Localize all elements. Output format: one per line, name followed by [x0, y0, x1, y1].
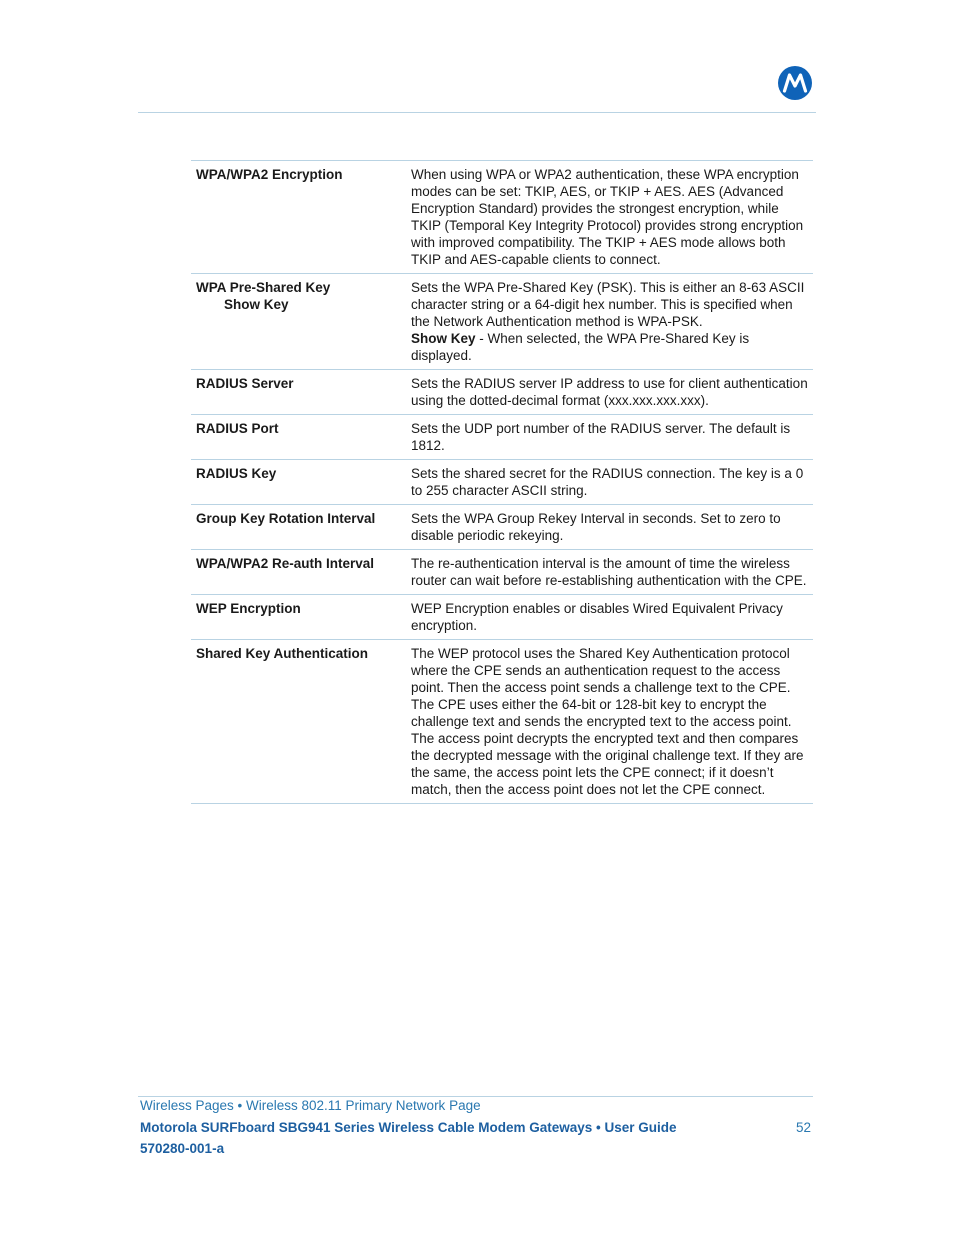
- parameter-subname: Show Key: [224, 297, 289, 312]
- table-row: [191, 550, 813, 595]
- parameter-description: The re-authentication interval is the amount of time the wireless router can wait before re-establishing authentication with the CPE.: [411, 556, 807, 588]
- parameter-description: [411, 645, 813, 798]
- parameter-name: Group Key Rotation Interval: [196, 511, 376, 526]
- description-paragraph: [411, 330, 809, 364]
- table-row: [191, 370, 813, 415]
- parameter-name: WPA/WPA2 Re-auth Interval: [196, 556, 375, 571]
- parameter-name: RADIUS Key: [196, 466, 277, 481]
- parameter-description: Sets the WPA Group Rekey Interval in seconds. Set to zero to disable periodic rekeying.: [411, 511, 781, 543]
- description-paragraph: The CPE uses either the 64-bit or 128-bit key to encrypt the challenge text and sends the encrypted text to the access point. The access point decrypts the encrypted text and then compares the decrypted message with the original challenge text. If they are the same, the access point lets the CPE connect; if it doesn’t match, then the access point does not let the CPE connect.: [411, 697, 804, 797]
- parameter-description: [411, 279, 813, 364]
- parameter-name: RADIUS Port: [196, 421, 279, 436]
- parameter-description: Sets the UDP port number of the RADIUS server. The default is 1812.: [411, 421, 791, 453]
- motorola-logo-icon: [778, 66, 812, 100]
- parameter-description: Sets the shared secret for the RADIUS connection. The key is a 0 to 255 character ASCII string.: [411, 466, 804, 498]
- table-row: [191, 460, 813, 505]
- parameter-name: Shared Key Authentication: [196, 646, 369, 661]
- table-row: [191, 415, 813, 460]
- inline-text: - When selected, the WPA Pre-Shared Key is displayed.: [411, 331, 750, 363]
- description-paragraph: The WEP protocol uses the Shared Key Authentication protocol where the CPE sends an authentication request to the access point. Then the access point sends a challenge text to the CPE.: [411, 646, 791, 695]
- parameter-description: Sets the RADIUS server IP address to use for client authentication using the dotted-decimal format (xxx.xxx.xxx.xxx).: [411, 376, 808, 408]
- table-row: [191, 640, 813, 804]
- header-divider: [138, 112, 816, 113]
- parameter-name-group: [191, 279, 411, 364]
- page-number: 52: [795, 1120, 811, 1135]
- footer-document-title: Motorola SURFboard SBG941 Series Wireless Cable Modem Gateways • User Guide: [140, 1120, 677, 1135]
- parameter-description: When using WPA or WPA2 authentication, these WPA encryption modes can be set: TKIP, AES, or TKIP + AES. AES (Advanced Encryption Standard) provides the strongest encryption, while TKIP (Temporal Key Integrity Protocol) provides strong encryption with improved compatibility. The TKIP + AES mode allows both TKIP and AES-capable clients to connect.: [411, 167, 804, 267]
- description-paragraph: Sets the WPA Pre-Shared Key (PSK). This is either an 8-63 ASCII character string or a 64-digit hex number. This is specified when the Network Authentication method is WPA-PSK.: [411, 280, 805, 329]
- parameter-table: [191, 160, 813, 804]
- parameter-name: WPA/WPA2 Encryption: [196, 167, 343, 182]
- table-row: [191, 595, 813, 640]
- inline-term: Show Key: [411, 331, 476, 346]
- table-row: [191, 505, 813, 550]
- footer-divider: [138, 1096, 813, 1097]
- footer-section-breadcrumb: Wireless Pages • Wireless 802.11 Primary Network Page: [140, 1098, 481, 1113]
- parameter-description: WEP Encryption enables or disables Wired Equivalent Privacy encryption.: [411, 601, 783, 633]
- parameter-name: WEP Encryption: [196, 601, 301, 616]
- parameter-name: WPA Pre-Shared Key: [196, 280, 331, 295]
- table-row: [191, 161, 813, 274]
- table-row: [191, 274, 813, 370]
- footer-document-number: 570280-001-a: [140, 1141, 225, 1156]
- parameter-name: RADIUS Server: [196, 376, 294, 391]
